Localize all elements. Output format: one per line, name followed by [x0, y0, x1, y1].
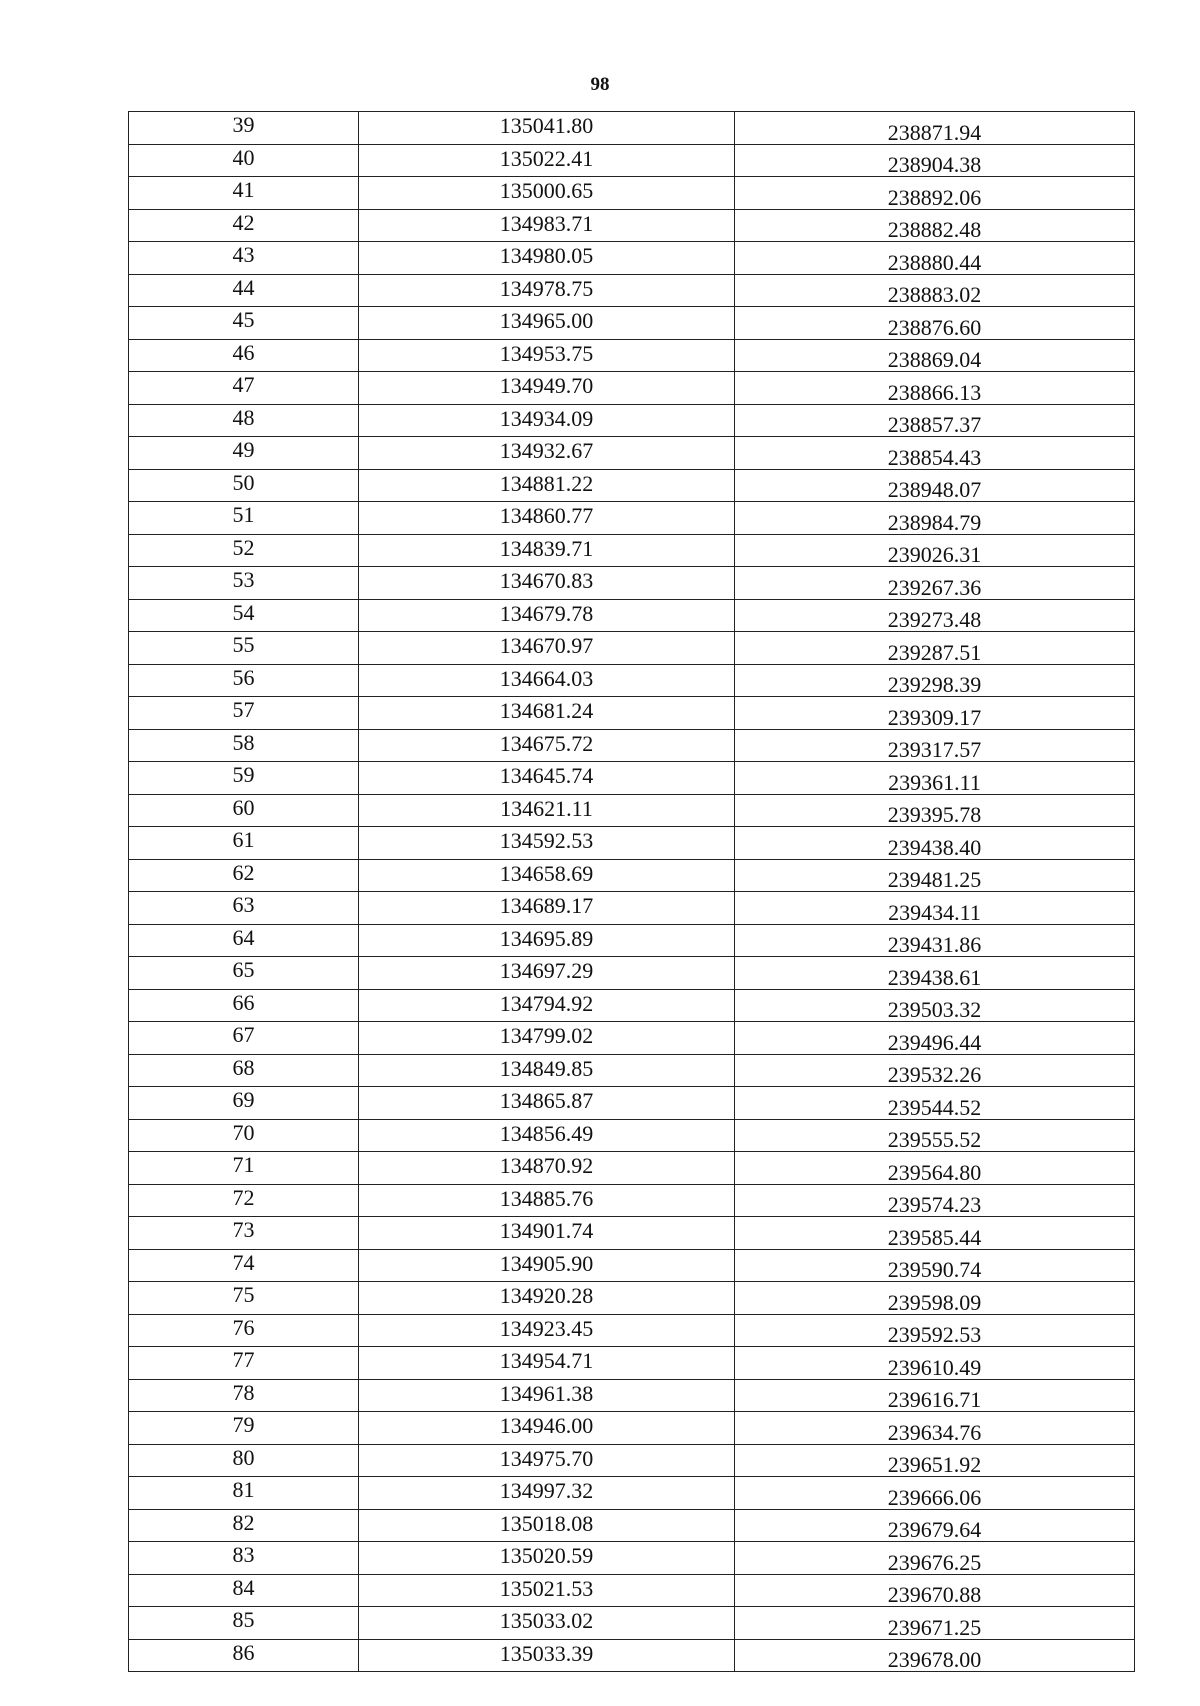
x-coordinate-cell: 134923.45	[359, 1314, 735, 1347]
point-number-cell: 73	[129, 1217, 359, 1250]
point-number-cell: 47	[129, 372, 359, 405]
table-row	[129, 502, 1135, 535]
y-coordinate-cell: 239598.09	[735, 1282, 1135, 1315]
table-row	[129, 1054, 1135, 1087]
x-coordinate-cell: 135041.80	[359, 112, 735, 145]
point-number-cell: 63	[129, 892, 359, 925]
y-coordinate-cell: 239273.48	[735, 599, 1135, 632]
y-coordinate-cell: 238883.02	[735, 274, 1135, 307]
point-number-cell: 78	[129, 1379, 359, 1412]
point-number-cell: 85	[129, 1607, 359, 1640]
table-row	[129, 1217, 1135, 1250]
y-coordinate-cell: 238984.79	[735, 502, 1135, 535]
table-row	[129, 209, 1135, 242]
table-row	[129, 469, 1135, 502]
point-number-cell: 48	[129, 404, 359, 437]
x-coordinate-cell: 134953.75	[359, 339, 735, 372]
y-coordinate-cell: 239671.25	[735, 1607, 1135, 1640]
y-coordinate-cell: 238892.06	[735, 177, 1135, 210]
x-coordinate-cell: 134645.74	[359, 762, 735, 795]
y-coordinate-cell: 238948.07	[735, 469, 1135, 502]
point-number-cell: 56	[129, 664, 359, 697]
y-coordinate-cell: 239298.39	[735, 664, 1135, 697]
y-coordinate-cell: 238857.37	[735, 404, 1135, 437]
table-row	[129, 1444, 1135, 1477]
x-coordinate-cell: 135033.02	[359, 1607, 735, 1640]
point-number-cell: 58	[129, 729, 359, 762]
y-coordinate-cell: 239585.44	[735, 1217, 1135, 1250]
y-coordinate-cell: 239544.52	[735, 1087, 1135, 1120]
x-coordinate-cell: 134856.49	[359, 1119, 735, 1152]
x-coordinate-cell: 135018.08	[359, 1509, 735, 1542]
x-coordinate-cell: 134849.85	[359, 1054, 735, 1087]
point-number-cell: 86	[129, 1639, 359, 1672]
y-coordinate-cell: 239434.11	[735, 892, 1135, 925]
point-number-cell: 84	[129, 1574, 359, 1607]
y-coordinate-cell: 239317.57	[735, 729, 1135, 762]
y-coordinate-cell: 239592.53	[735, 1314, 1135, 1347]
table-row	[129, 924, 1135, 957]
x-coordinate-cell: 134799.02	[359, 1022, 735, 1055]
x-coordinate-cell: 134839.71	[359, 534, 735, 567]
table-row	[129, 1119, 1135, 1152]
table-row	[129, 534, 1135, 567]
table-row	[129, 697, 1135, 730]
y-coordinate-cell: 238866.13	[735, 372, 1135, 405]
x-coordinate-cell: 134885.76	[359, 1184, 735, 1217]
point-number-cell: 74	[129, 1249, 359, 1282]
table-row	[129, 1639, 1135, 1672]
point-number-cell: 51	[129, 502, 359, 535]
y-coordinate-cell: 238882.48	[735, 209, 1135, 242]
y-coordinate-cell: 239590.74	[735, 1249, 1135, 1282]
y-coordinate-cell: 239431.86	[735, 924, 1135, 957]
table-row	[129, 177, 1135, 210]
y-coordinate-cell: 238869.04	[735, 339, 1135, 372]
table-row	[129, 144, 1135, 177]
table-row	[129, 989, 1135, 1022]
table-row	[129, 242, 1135, 275]
point-number-cell: 75	[129, 1282, 359, 1315]
page-number: 98	[590, 74, 610, 95]
y-coordinate-cell: 239555.52	[735, 1119, 1135, 1152]
y-coordinate-cell: 239610.49	[735, 1347, 1135, 1380]
table-row	[129, 892, 1135, 925]
y-coordinate-cell: 239666.06	[735, 1477, 1135, 1510]
x-coordinate-cell: 134664.03	[359, 664, 735, 697]
table-row	[129, 1282, 1135, 1315]
y-coordinate-cell: 238880.44	[735, 242, 1135, 275]
table-row	[129, 632, 1135, 665]
y-coordinate-cell: 239651.92	[735, 1444, 1135, 1477]
x-coordinate-cell: 134905.90	[359, 1249, 735, 1282]
x-coordinate-cell: 134695.89	[359, 924, 735, 957]
x-coordinate-cell: 134961.38	[359, 1379, 735, 1412]
point-number-cell: 54	[129, 599, 359, 632]
y-coordinate-cell: 238876.60	[735, 307, 1135, 340]
table-row	[129, 1022, 1135, 1055]
point-number-cell: 62	[129, 859, 359, 892]
point-number-cell: 69	[129, 1087, 359, 1120]
y-coordinate-cell: 238904.38	[735, 144, 1135, 177]
x-coordinate-cell: 134980.05	[359, 242, 735, 275]
x-coordinate-cell: 135021.53	[359, 1574, 735, 1607]
table-row	[129, 404, 1135, 437]
point-number-cell: 81	[129, 1477, 359, 1510]
table-row	[129, 274, 1135, 307]
table-row	[129, 762, 1135, 795]
x-coordinate-cell: 135020.59	[359, 1542, 735, 1575]
y-coordinate-cell: 239438.61	[735, 957, 1135, 990]
x-coordinate-cell: 134621.11	[359, 794, 735, 827]
table-row	[129, 307, 1135, 340]
point-number-cell: 52	[129, 534, 359, 567]
y-coordinate-cell: 239361.11	[735, 762, 1135, 795]
y-coordinate-cell: 239532.26	[735, 1054, 1135, 1087]
table-row	[129, 1412, 1135, 1445]
point-number-cell: 59	[129, 762, 359, 795]
table-row	[129, 1087, 1135, 1120]
x-coordinate-cell: 134954.71	[359, 1347, 735, 1380]
point-number-cell: 49	[129, 437, 359, 470]
point-number-cell: 82	[129, 1509, 359, 1542]
x-coordinate-cell: 134860.77	[359, 502, 735, 535]
point-number-cell: 46	[129, 339, 359, 372]
y-coordinate-cell: 239496.44	[735, 1022, 1135, 1055]
y-coordinate-cell: 239574.23	[735, 1184, 1135, 1217]
point-number-cell: 57	[129, 697, 359, 730]
table-row	[129, 339, 1135, 372]
x-coordinate-cell: 134679.78	[359, 599, 735, 632]
table-row	[129, 1542, 1135, 1575]
point-number-cell: 41	[129, 177, 359, 210]
y-coordinate-cell: 239679.64	[735, 1509, 1135, 1542]
coordinates-table	[128, 111, 1135, 1672]
x-coordinate-cell: 135022.41	[359, 144, 735, 177]
x-coordinate-cell: 134949.70	[359, 372, 735, 405]
point-number-cell: 60	[129, 794, 359, 827]
y-coordinate-cell: 239395.78	[735, 794, 1135, 827]
point-number-cell: 67	[129, 1022, 359, 1055]
table-row	[129, 794, 1135, 827]
x-coordinate-cell: 135000.65	[359, 177, 735, 210]
x-coordinate-cell: 134870.92	[359, 1152, 735, 1185]
y-coordinate-cell: 239670.88	[735, 1574, 1135, 1607]
x-coordinate-cell: 134983.71	[359, 209, 735, 242]
y-coordinate-cell: 239676.25	[735, 1542, 1135, 1575]
table-row	[129, 1152, 1135, 1185]
y-coordinate-cell: 238854.43	[735, 437, 1135, 470]
table-row	[129, 437, 1135, 470]
table-row	[129, 957, 1135, 990]
table-row	[129, 1184, 1135, 1217]
table-row	[129, 112, 1135, 145]
x-coordinate-cell: 134920.28	[359, 1282, 735, 1315]
x-coordinate-cell: 134681.24	[359, 697, 735, 730]
x-coordinate-cell: 135033.39	[359, 1639, 735, 1672]
y-coordinate-cell: 239634.76	[735, 1412, 1135, 1445]
point-number-cell: 44	[129, 274, 359, 307]
table-row	[129, 372, 1135, 405]
point-number-cell: 55	[129, 632, 359, 665]
point-number-cell: 39	[129, 112, 359, 145]
point-number-cell: 79	[129, 1412, 359, 1445]
y-coordinate-cell: 239287.51	[735, 632, 1135, 665]
point-number-cell: 42	[129, 209, 359, 242]
point-number-cell: 77	[129, 1347, 359, 1380]
y-coordinate-cell: 239678.00	[735, 1639, 1135, 1672]
point-number-cell: 66	[129, 989, 359, 1022]
x-coordinate-cell: 134670.83	[359, 567, 735, 600]
y-coordinate-cell: 239564.80	[735, 1152, 1135, 1185]
x-coordinate-cell: 134946.00	[359, 1412, 735, 1445]
y-coordinate-cell: 239026.31	[735, 534, 1135, 567]
table-row	[129, 1607, 1135, 1640]
table-row	[129, 664, 1135, 697]
x-coordinate-cell: 134865.87	[359, 1087, 735, 1120]
table-row	[129, 1347, 1135, 1380]
y-coordinate-cell: 239503.32	[735, 989, 1135, 1022]
x-coordinate-cell: 134965.00	[359, 307, 735, 340]
point-number-cell: 76	[129, 1314, 359, 1347]
x-coordinate-cell: 134675.72	[359, 729, 735, 762]
table-row	[129, 1509, 1135, 1542]
x-coordinate-cell: 134934.09	[359, 404, 735, 437]
point-number-cell: 65	[129, 957, 359, 990]
point-number-cell: 45	[129, 307, 359, 340]
x-coordinate-cell: 134997.32	[359, 1477, 735, 1510]
table-row	[129, 567, 1135, 600]
point-number-cell: 61	[129, 827, 359, 860]
point-number-cell: 50	[129, 469, 359, 502]
coordinates-table-body	[129, 112, 1135, 1672]
table-row	[129, 729, 1135, 762]
table-row	[129, 1477, 1135, 1510]
x-coordinate-cell: 134658.69	[359, 859, 735, 892]
point-number-cell: 83	[129, 1542, 359, 1575]
y-coordinate-cell: 238871.94	[735, 112, 1135, 145]
y-coordinate-cell: 239267.36	[735, 567, 1135, 600]
point-number-cell: 80	[129, 1444, 359, 1477]
x-coordinate-cell: 134901.74	[359, 1217, 735, 1250]
y-coordinate-cell: 239309.17	[735, 697, 1135, 730]
table-row	[129, 1379, 1135, 1412]
y-coordinate-cell: 239616.71	[735, 1379, 1135, 1412]
x-coordinate-cell: 134794.92	[359, 989, 735, 1022]
table-row	[129, 1314, 1135, 1347]
point-number-cell: 68	[129, 1054, 359, 1087]
table-row	[129, 1574, 1135, 1607]
table-row	[129, 827, 1135, 860]
x-coordinate-cell: 134975.70	[359, 1444, 735, 1477]
table-row	[129, 859, 1135, 892]
table-row	[129, 1249, 1135, 1282]
point-number-cell: 40	[129, 144, 359, 177]
x-coordinate-cell: 134689.17	[359, 892, 735, 925]
point-number-cell: 72	[129, 1184, 359, 1217]
y-coordinate-cell: 239481.25	[735, 859, 1135, 892]
x-coordinate-cell: 134592.53	[359, 827, 735, 860]
y-coordinate-cell: 239438.40	[735, 827, 1135, 860]
point-number-cell: 53	[129, 567, 359, 600]
point-number-cell: 64	[129, 924, 359, 957]
x-coordinate-cell: 134697.29	[359, 957, 735, 990]
table-row	[129, 599, 1135, 632]
x-coordinate-cell: 134978.75	[359, 274, 735, 307]
x-coordinate-cell: 134932.67	[359, 437, 735, 470]
x-coordinate-cell: 134881.22	[359, 469, 735, 502]
point-number-cell: 43	[129, 242, 359, 275]
point-number-cell: 71	[129, 1152, 359, 1185]
x-coordinate-cell: 134670.97	[359, 632, 735, 665]
point-number-cell: 70	[129, 1119, 359, 1152]
